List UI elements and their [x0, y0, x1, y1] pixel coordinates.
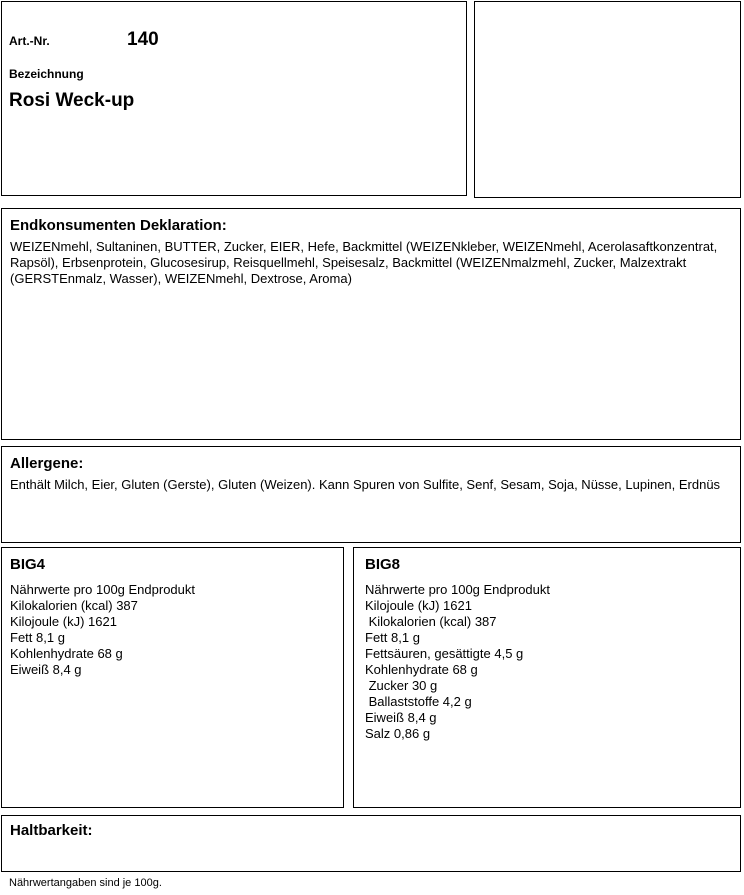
deklaration-title: Endkonsumenten Deklaration:	[10, 217, 227, 234]
big4-title: BIG4	[10, 556, 46, 573]
big4-line: Kilokalorien (kcal) 387	[10, 598, 138, 613]
big8-line: Kilokalorien (kcal) 387	[365, 614, 497, 629]
big4-line: Eiweiß 8,4 g	[10, 662, 82, 677]
big8-title: BIG8	[365, 556, 401, 573]
big8-line: Nährwerte pro 100g Endprodukt	[365, 582, 551, 597]
bezeichnung-label: Bezeichnung	[9, 67, 84, 81]
big8-box	[353, 547, 741, 808]
footnote: Nährwertangaben sind je 100g.	[9, 877, 162, 889]
big8-line: Fett 8,1 g	[365, 630, 420, 645]
big4-box	[1, 547, 344, 808]
allergene-title: Allergene:	[10, 455, 84, 472]
big4-nutrition-list	[10, 582, 195, 678]
deklaration-box	[1, 208, 741, 440]
product-image-box	[474, 1, 741, 198]
artnr-value: 140	[127, 29, 159, 50]
big8-line: Kilojoule (kJ) 1621	[365, 598, 472, 613]
big8-line: Kohlenhydrate 68 g	[365, 662, 478, 677]
big8-line: Ballaststoffe 4,2 g	[365, 694, 472, 709]
haltbarkeit-title: Haltbarkeit:	[10, 822, 93, 839]
big4-line: Kilojoule (kJ) 1621	[10, 614, 117, 629]
haltbarkeit-box	[1, 815, 741, 872]
big8-line: Zucker 30 g	[365, 678, 438, 693]
big4-line: Kohlenhydrate 68 g	[10, 646, 123, 661]
big8-line: Fettsäuren, gesättigte 4,5 g	[365, 646, 524, 661]
allergene-box	[1, 446, 741, 543]
big8-nutrition-list	[365, 582, 550, 742]
big8-line: Eiweiß 8,4 g	[365, 710, 437, 725]
product-name: Rosi Weck-up	[9, 90, 135, 111]
header-box	[1, 1, 467, 196]
big8-line: Salz 0,86 g	[365, 726, 431, 741]
allergene-text: Enthält Milch, Eier, Gluten (Gerste), Gluten (Weizen). Kann Spuren von Sulfite, Senf, Sesam, Soja, Nüsse, Lupinen, Erdnüs	[10, 477, 721, 492]
artnr-label: Art.-Nr.	[9, 34, 50, 48]
big4-line: Nährwerte pro 100g Endprodukt	[10, 582, 196, 597]
deklaration-text: WEIZENmehl, Sultaninen, BUTTER, Zucker, EIER, Hefe, Backmittel (WEIZENkleber, WEIZENmehl, Acerolasaftkonzentrat, Rapsöl), Erbsenprotein, Glucosesirup, Reisquellmehl, Speisesalz, Backmittel (WEIZENmalzmehl, Zucker, Malzextrakt (GERSTEnmalz, Wasser), WEIZENmehl, Dextrose, Aroma)	[10, 239, 718, 286]
big4-line: Fett 8,1 g	[10, 630, 65, 645]
